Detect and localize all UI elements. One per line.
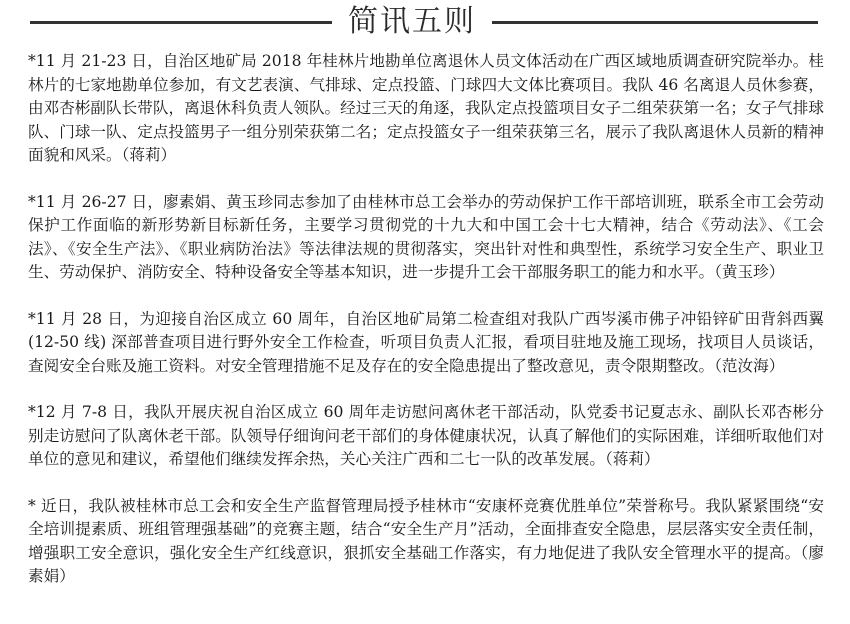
news-item-3: *11 月 28 日，为迎接自治区成立 60 周年，自治区地矿局第二检查组对我队广西岑溪市佛子冲铅锌矿田背斜西翼 (12-50 线) 深部普查项目进行野外安全工作检查，听项目负责人汇报，看项目驻地及施工现场，找项目人员谈话，查阅安全台账及施工资料。对安全管理措施不足及存在的安全隐患提出了整改意见，责令限期整改。（范汝海） — [28, 309, 824, 375]
news-item-4: *12 月 7-8 日，我队开展庆祝自治区成立 60 周年走访慰问离休老干部活动，队党委书记夏志永、副队长邓杏彬分别走访慰问了队离休老干部。队领导仔细询问老干部们的身体健康状况，认真了解他们的实际困难，详细听取他们对单位的意见和建议，希望他们继续发挥余热，关心关注广西和二七一队的改革发展。（蒋莉） — [28, 403, 824, 468]
header — [0, 4, 850, 40]
title-rule-left — [30, 21, 332, 24]
page-title: 简讯五则 — [348, 4, 476, 39]
news-list — [28, 50, 824, 589]
title-rule-right — [492, 21, 818, 24]
news-item-1: *11 月 21-23 日，自治区地矿局 2018 年桂林片地勘单位离退休人员文体活动在广西区域地质调查研究院举办。桂林片的七家地勘单位参加，有文艺表演、气排球、定点投篮、门球四大文体比赛项目。我队 46 名离退人员休参赛，由邓杏彬副队长带队，离退休科负责人领队。经过三天的角逐，我队定点投篮项目女子二组荣获第一名；女子气排球队、门球一队、定点投篮男子一组分别荣获第二名；定点投篮女子一组荣获第三名，展示了我队离退休人员新的精神面貌和风采。（蒋莉） — [28, 52, 824, 164]
news-item-2: *11 月 26-27 日，廖素娟、黄玉珍同志参加了由桂林市总工会举办的劳动保护工作干部培训班，联系全市工会劳动保护工作面临的新形势新目标新任务，主要学习贯彻党的十九大和中国工会十七大精神，结合《劳动法》、《工会法》、《安全生产法》、《职业病防治法》等法律法规的贯彻落实，突出针对性和典型性，系统学习安全生产、职业卫生、劳动保护、消防安全、特种设备安全等基本知识，进一步提升工会干部服务职工的能力和水平。（黄玉珍） — [28, 192, 824, 281]
news-item-5: * 近日，我队被桂林市总工会和安全生产监督管理局授予桂林市“安康杯竞赛优胜单位”荣誉称号。我队紧紧围绕“安全培训提素质、班组管理强基础”的竞赛主题，结合“安全生产月”活动，全面排查安全隐患，层层落实安全责任制，增强职工安全意识，强化安全生产红线意识，狠抓安全基础工作落实，有力地促进了我队安全管理水平的提高。（廖素娟） — [28, 496, 824, 585]
